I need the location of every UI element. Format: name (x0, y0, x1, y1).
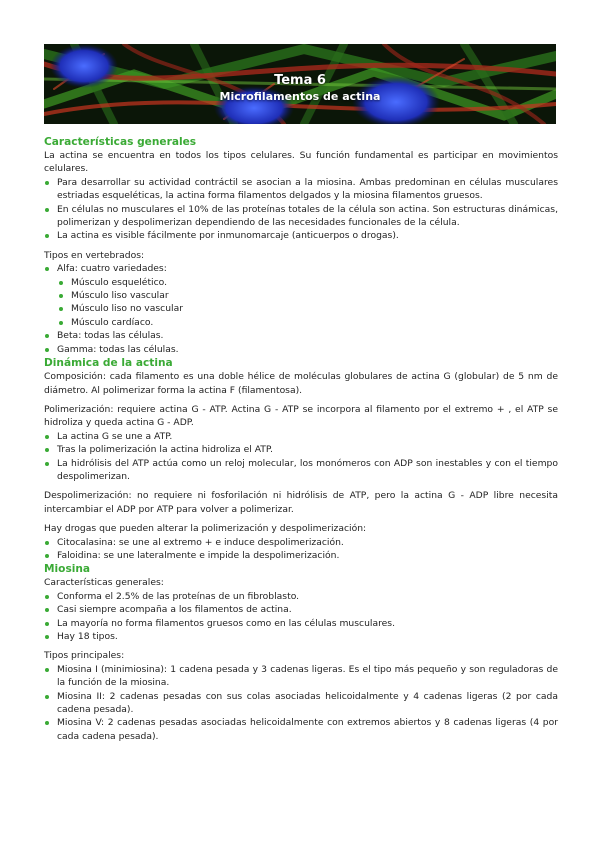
list-item: Músculo esquelético. (58, 276, 558, 289)
list-item: Tras la polimerización la actina hidroliza el ATP. (44, 443, 558, 456)
list-item: Alfa: cuatro variedades: (44, 262, 558, 275)
list-item: Beta: todas las células. (44, 329, 558, 342)
list-item: Miosina V: 2 cadenas pesadas asociadas helicoidalmente con extremos abiertos y 8 cadenas ligeras (4 por cada cadena pesada). (44, 716, 558, 743)
list-item: Hay 18 tipos. (44, 630, 558, 643)
bullet-list (44, 430, 558, 484)
page-subtitle: Microfilamentos de actina (219, 90, 381, 103)
list-item: La hidrólisis del ATP actúa como un reloj molecular, los monómeros con ADP son inestables y con el tiempo despolimerizan. (44, 457, 558, 484)
section-heading-miosina: Miosina (44, 563, 91, 576)
paragraph: Características generales: (44, 577, 164, 589)
list-item: Casi siempre acompaña a los filamentos de actina. (44, 603, 558, 616)
paragraph: Hay drogas que pueden alterar la polimerización y despolimerización: (44, 523, 367, 535)
paragraph: Tipos en vertebrados: (44, 249, 145, 261)
paragraph: Despolimerización: no requiere ni fosforilación ni hidrólisis de ATP, pero la actina G - ADP libre necesita intercambiar el ADP por ATP para volver a polimerizar. (44, 490, 558, 515)
list-item: En células no musculares el 10% de las proteínas totales de la célula son actina. Son estructuras dinámicas, polimerizan y despolimerizan dependiendo de las necesidades funcionales de la célula. (44, 203, 558, 230)
list-item: Músculo cardíaco. (58, 316, 558, 329)
list-item: Para desarrollar su actividad contráctil se asocian a la miosina. Ambas predominan en células musculares estriadas esqueléticas, la actina forma filamentos delgados y la miosina filamentos gruesos. (44, 176, 558, 203)
list-item: Conforma el 2.5% de las proteínas de un fibroblasto. (44, 590, 558, 603)
paragraph: Tipos principales: (44, 650, 125, 662)
list-item: La actina G se une a ATP. (44, 430, 558, 443)
list-item: Músculo liso vascular (58, 289, 558, 302)
bullet-list (44, 590, 558, 644)
list-item: Faloidina: se une lateralmente e impide la despolimerización. (44, 549, 558, 562)
section-heading-caracteristicas: Características generales (44, 136, 197, 148)
bullet-list (44, 663, 558, 743)
bullet-list (44, 536, 558, 563)
list-item: Miosina I (minimiosina): 1 cadena pesada y 3 cadenas ligeras. Es el tipo más pequeño y son reguladoras de la función de la miosina. (44, 663, 558, 690)
section-heading-dinamica: Dinámica de la actina (44, 357, 173, 370)
sub-bullet-list (44, 276, 558, 330)
bullet-list (44, 176, 558, 243)
list-item: La actina es visible fácilmente por inmunomarcaje (anticuerpos o drogas). (44, 229, 558, 242)
bullet-list (44, 262, 558, 275)
list-item: Gamma: todas las células. (44, 343, 558, 356)
paragraph: Polimerización: requiere actina G - ATP. Actina G - ATP se incorpora al filamento por el extremo + , el ATP se hidroliza y queda actina G - ADP. (44, 403, 558, 429)
bullet-list (44, 329, 558, 356)
paragraph: Composición: cada filamento es una doble hélice de moléculas globulares de actina G (globular) de 5 nm de diámetro. Al polimerizar forma la actina F (filamentosa). (44, 371, 558, 396)
list-item: La mayoría no forma filamentos gruesos como en las células musculares. (44, 617, 558, 630)
list-item: Miosina II: 2 cadenas pesadas con sus colas asociadas helicoidalmente y 4 cadenas ligeras (2 por cada cadena pesada). (44, 690, 558, 717)
paragraph: La actina se encuentra en todos los tipos celulares. Su función fundamental es participar en movimientos celulares. (44, 150, 558, 175)
document-body (44, 135, 558, 743)
list-item: Músculo liso no vascular (58, 302, 558, 315)
page-title: Tema 6 (274, 73, 326, 88)
list-item: Citocalasina: se une al extremo + e induce despolimerización. (44, 536, 558, 549)
header-banner (44, 44, 556, 124)
